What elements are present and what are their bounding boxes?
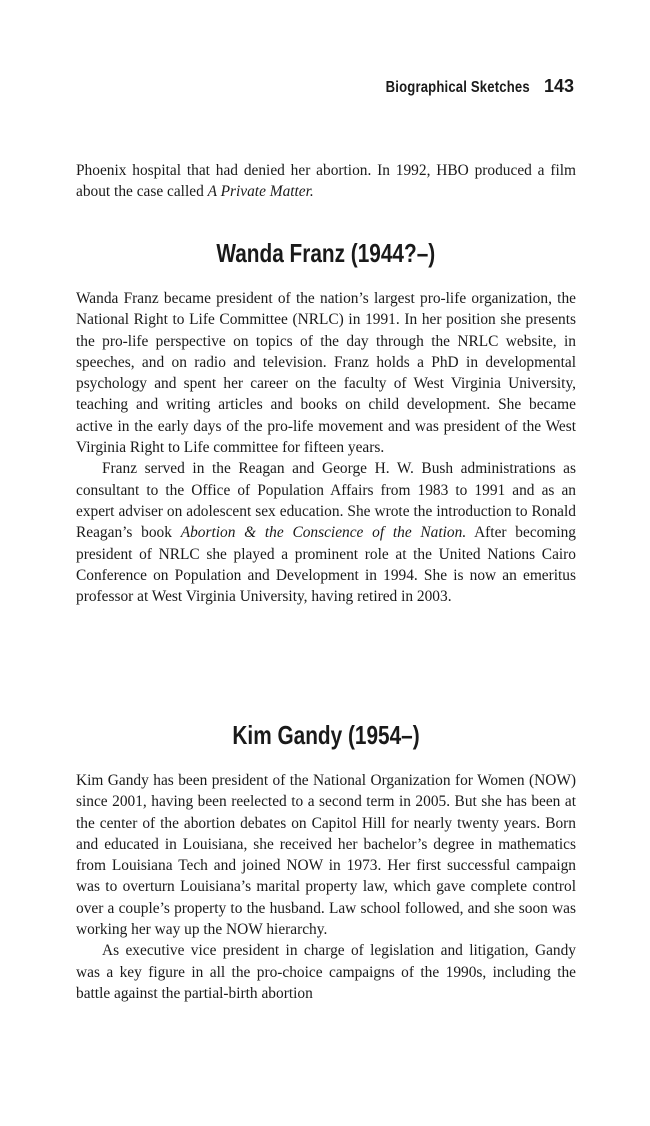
running-header	[354, 76, 574, 97]
lead-text: Phoenix hospital that had denied her abortion. In 1992, HBO produced a film about the case called	[76, 162, 576, 201]
page-number: 143	[543, 76, 574, 96]
book-title: Abortion & the Conscience of the Nation.	[180, 524, 467, 542]
section-franz-body	[76, 288, 576, 607]
franz-paragraph-1: Wanda Franz became president of the nation’s largest pro-life organization, the National Right to Life Committee (NRLC) in 1991. In her position she presents the pro-life perspective on topics of the day through the NRLC website, in speeches, and on radio and television. Franz holds a PhD in developmental psychology and spent her career on the faculty of West Virginia University, teaching and writing articles and books on child development. She became active in the early days of the pro-life movement and was president of the West Virginia Right to Life committee for fifteen years.	[76, 290, 576, 457]
section-gandy-body	[76, 770, 576, 1004]
section-heading-franz	[76, 238, 576, 269]
lead-paragraph	[76, 160, 576, 203]
gandy-paragraph-2: As executive vice president in charge of legislation and litigation, Gandy was a key figure in all the pro-choice campaigns of the 1990s, including the battle against the partial-birth abortion	[76, 942, 576, 1002]
gandy-paragraph-1: Kim Gandy has been president of the National Organization for Women (NOW) since 2001, having been reelected to a second term in 2005. But she has been at the center of the abortion debates on Capitol Hill for nearly twenty years. Born and educated in Louisiana, she received her bachelor’s degree in mathematics from Louisiana Tech and joined NOW in 1973. Her first successful campaign was to overturn Louisiana’s marital property law, which gave complete control over a couple’s property to the husband. Law school followed, and she soon was working her way up the NOW hierarchy.	[76, 772, 576, 939]
franz-paragraph-2	[76, 458, 576, 607]
franz-p2-before: Franz served in the Reagan and George H. W. Bush administrations as consultant to the Office of Population Affairs from 1983 to 1991 and as an expert adviser on adolescent sex education. She wrote the introduction to Ronald Reagan’s book	[76, 460, 576, 542]
section-heading-franz-text: Wanda Franz (1944?–)	[216, 238, 436, 268]
running-head-title: Biographical Sketches	[385, 79, 530, 96]
film-title: A Private Matter.	[207, 183, 314, 201]
franz-p2-after: After becoming president of NRLC she played a prominent role at the United Nations Cairo Conference on Population and Development in 1994. She is now an emeritus professor at West Virginia University, having retired in 2003.	[76, 524, 576, 606]
lead-paragraph-text	[76, 160, 576, 203]
section-heading-gandy-text: Kim Gandy (1954–)	[232, 720, 420, 750]
section-heading-gandy	[76, 720, 576, 751]
